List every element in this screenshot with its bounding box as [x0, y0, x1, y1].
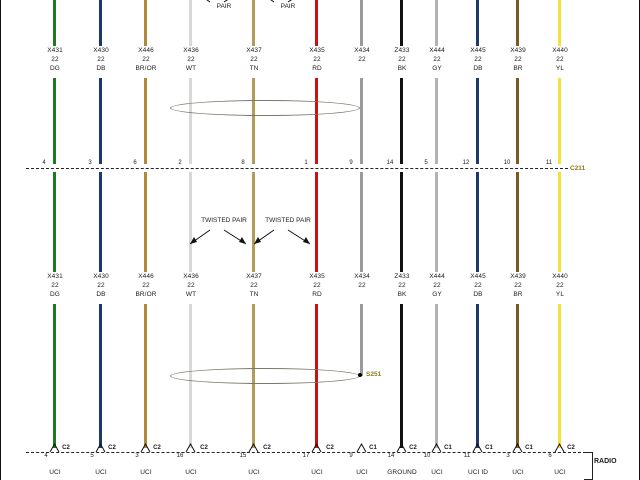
terminal-number: 5 [90, 453, 94, 459]
wire-segment-top [400, 0, 403, 46]
connector-terminals-c211 [0, 158, 640, 178]
device-pin-label: UCI [185, 469, 197, 476]
twisted-pair-ellipse-lower [170, 368, 360, 384]
terminal-number: 2 [178, 160, 182, 166]
wire-segment-top [516, 0, 519, 46]
wire-segment-bottom [516, 304, 519, 448]
device-pin-label: UCI [554, 469, 566, 476]
wire-segment-bottom [400, 304, 403, 448]
wire-segment-top [476, 0, 479, 46]
connector-id: C1 [525, 445, 533, 451]
wire-segment-mid-upper [558, 78, 561, 164]
terminal-number: 3 [135, 453, 139, 459]
wire-segment-mid-upper [315, 78, 318, 164]
connector-id: C2 [326, 445, 334, 451]
connector-id: C2 [200, 445, 208, 451]
wire-label: X436 22 WT [183, 47, 199, 72]
page-border-left [0, 0, 1, 480]
terminal-number: 15 [239, 453, 247, 459]
connector-id: C1 [485, 445, 493, 451]
device-pin-label: UCI [311, 469, 323, 476]
wire-segment-mid-lower [99, 172, 102, 272]
wire-label: X439 22 BR [510, 47, 526, 72]
terminal-number: 10 [503, 160, 511, 166]
terminal-number: 12 [462, 160, 470, 166]
wire-segment-mid-upper [189, 78, 192, 164]
wire-segment-mid-upper [252, 78, 255, 164]
wire-segment-mid-lower [360, 172, 363, 272]
terminal-number: 10 [423, 453, 431, 459]
splice-label-s251: S251 [366, 371, 382, 378]
terminal-number: 4 [42, 160, 46, 166]
device-pin-label: GROUND [387, 469, 417, 476]
wire-label: X434 22 [354, 273, 370, 289]
terminal-number: 5 [424, 160, 428, 166]
terminal-number: 6 [548, 453, 552, 459]
wire-segment-mid-upper [400, 78, 403, 164]
device-pin-label: UCI [49, 469, 61, 476]
connector-id: C2 [567, 445, 575, 451]
wire-segment-mid-lower [315, 172, 318, 272]
connector-id: C2 [263, 445, 271, 451]
wire-segment-mid-lower [435, 172, 438, 272]
connector-id: C2 [409, 445, 417, 451]
wire-label: X445 22 DB [470, 47, 486, 72]
connector-id: C1 [369, 445, 377, 451]
terminal-number: 6 [133, 160, 137, 166]
wire-segment-mid-lower [189, 172, 192, 272]
wire-label: X436 22 WT [183, 273, 199, 298]
connector-label-c211: C211 [570, 165, 586, 172]
terminal-number: 11 [545, 160, 553, 166]
terminal-number: 4 [44, 453, 48, 459]
wire-segment-mid-upper [53, 78, 56, 164]
wire-segment-bottom [476, 304, 479, 448]
wire-segment-bottom [53, 304, 56, 448]
wire-segment-mid-lower [558, 172, 561, 272]
device-pin-label: UCI [512, 469, 524, 476]
terminal-number: 3 [506, 453, 510, 459]
wire-label: X435 22 RD [309, 47, 325, 72]
wire-segment-top [144, 0, 147, 46]
wire-segment-mid-lower [400, 172, 403, 272]
wire-segment-bottom [144, 304, 147, 448]
device-pin-label: UCI [356, 469, 368, 476]
wire-segment-top [53, 0, 56, 46]
wire-segment-mid-upper [360, 78, 363, 164]
wire-segment-top [558, 0, 561, 46]
wire-label: Z433 22 BK [394, 273, 410, 298]
wire-segment-mid-lower [516, 172, 519, 272]
twisted-pair-ellipse-upper [170, 100, 360, 116]
terminal-number: 9 [349, 453, 353, 459]
connector-id: C1 [444, 445, 452, 451]
device-pin-label: UCI [431, 469, 443, 476]
radio-bracket [584, 452, 593, 480]
connector-id: C2 [62, 445, 70, 451]
device-pin-label: UCI ID [467, 469, 489, 476]
device-pin-label: UCI [140, 469, 152, 476]
wire-label: X437 22 TN [246, 273, 262, 298]
wire-segment-mid-upper [476, 78, 479, 164]
terminal-number: 3 [88, 160, 92, 166]
terminal-number: 14 [386, 160, 394, 166]
annotation-twisted-pair-left: TWISTED PAIR [201, 217, 247, 224]
pair-arrows-top [180, 0, 340, 8]
wire-segment-bottom [99, 304, 102, 448]
wire-segment-top [360, 0, 363, 46]
wire-label: X446 22 BR/OR [135, 273, 157, 298]
wire-label: X434 22 [354, 47, 370, 63]
wire-segment-bottom [360, 304, 363, 376]
wire-segment-mid-upper [99, 78, 102, 164]
terminal-number: 11 [463, 453, 471, 459]
terminal-number: 9 [349, 160, 353, 166]
wire-label: X444 22 GY [429, 47, 445, 72]
connector-terminals-bottom [0, 442, 640, 462]
wire-label: X439 22 BR [510, 273, 526, 298]
wire-label: X431 22 DG [47, 47, 63, 72]
device-title-radio: RADIO [594, 458, 617, 465]
wire-segment-top [435, 0, 438, 46]
twisted-pair-arrows [180, 228, 340, 250]
terminal-number: 14 [387, 453, 395, 459]
wire-segment-mid-upper [516, 78, 519, 164]
annotation-pair-right: PAIR [280, 3, 296, 10]
wire-segment-mid-upper [435, 78, 438, 164]
wire-segment-mid-lower [53, 172, 56, 272]
terminal-number: 17 [302, 453, 310, 459]
wire-label: X430 22 DB [93, 47, 109, 72]
wire-label: X440 22 YL [552, 273, 568, 298]
device-pin-label: UCI [248, 469, 260, 476]
splice-point-s251 [358, 373, 362, 377]
annotation-twisted-pair-right: TWISTED PAIR [265, 217, 311, 224]
device-pin-label: UCI [95, 469, 107, 476]
wire-segment-top [99, 0, 102, 46]
wire-segment-mid-lower [144, 172, 147, 272]
wire-segment-bottom [435, 304, 438, 448]
wire-segment-mid-lower [252, 172, 255, 272]
wire-label: X446 22 BR/OR [135, 47, 157, 72]
wire-label: X437 22 TN [246, 47, 262, 72]
connector-id: C2 [153, 445, 161, 451]
wire-label: X435 22 RD [309, 273, 325, 298]
wire-label: X445 22 DB [470, 273, 486, 298]
wire-label: Z433 22 BK [394, 47, 410, 72]
annotation-pair-left: PAIR [216, 3, 232, 10]
wire-label: X430 22 DB [93, 273, 109, 298]
terminal-number: 16 [176, 453, 184, 459]
wire-label: X431 22 DG [47, 273, 63, 298]
connector-id: C2 [108, 445, 116, 451]
wire-label: X440 22 YL [552, 47, 568, 72]
wire-segment-mid-upper [144, 78, 147, 164]
terminal-number: 1 [304, 160, 308, 166]
terminal-number: 8 [241, 160, 245, 166]
wire-label: X444 22 GY [429, 273, 445, 298]
wire-segment-bottom [558, 304, 561, 448]
wire-segment-mid-lower [476, 172, 479, 272]
